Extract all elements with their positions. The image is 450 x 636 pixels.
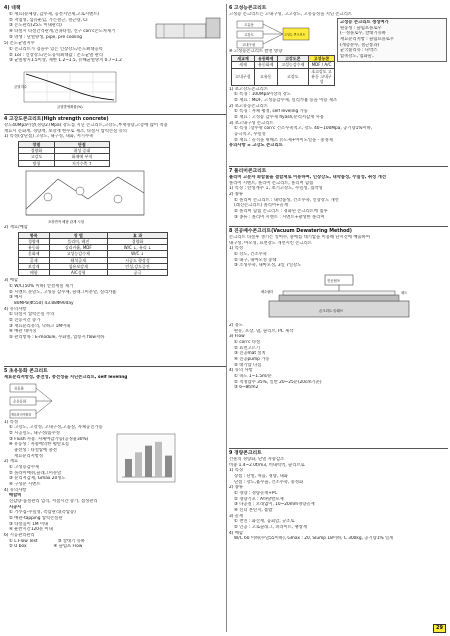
diagram-caption: 포장면적 배합 관계 시험 bbox=[48, 219, 84, 224]
text-line: 1) 특징 : 탄성계수 ↓, 초기고강도, 수밀성, 접착성 bbox=[229, 186, 323, 192]
text-line: ② 폴리머 함침 콘크리트 : 경화된 콘크리트에 침투 bbox=[234, 208, 328, 214]
diagram-label: 진공펌프 bbox=[327, 278, 341, 283]
text-line: ※ 고성능콘크리트 발전 방향 bbox=[229, 48, 283, 54]
table-cell: 고성능감수제 bbox=[277, 62, 308, 68]
bar bbox=[145, 446, 152, 477]
text-line: ① 타설시 압력손실 주의 bbox=[9, 312, 55, 318]
text-line: 장점 : 단열, 차음, 경량, 내화 bbox=[234, 473, 288, 479]
table-header: 단점 bbox=[54, 141, 109, 147]
text-line: 5) 온도균열지수 bbox=[4, 41, 35, 47]
table-row bbox=[19, 160, 110, 166]
table-row bbox=[232, 68, 335, 85]
diagram-label: 초유동화 bbox=[13, 399, 27, 403]
text-line: 충전성 : 타설압에 충전 bbox=[14, 447, 57, 453]
text-line: 2) 용도 bbox=[229, 322, 244, 328]
table-header: 장점 bbox=[19, 141, 55, 147]
table-cell: 시공도 향상성 bbox=[108, 257, 168, 263]
text-line: ② 재료 : 골격을 위해조 유도제+아이노일을 - 중정제 bbox=[234, 137, 333, 143]
table-cell: W/C ↓ bbox=[108, 251, 168, 257]
text-line: ② 인공 : 고로슬래그, 퍼라이트, 팽창재 bbox=[234, 524, 307, 530]
flow-label: 고강도 bbox=[244, 32, 254, 37]
diagram-label: 재료분리저항성 bbox=[11, 412, 32, 416]
table-cell: 방청 bbox=[19, 160, 55, 166]
text-line: 3) 배합 bbox=[4, 278, 19, 284]
text-line: ③ 분리저감제, Gmax 20정도 bbox=[9, 476, 66, 482]
text-line: 1) 특징 bbox=[229, 468, 244, 474]
text-line: ③ 6~8t/m2 bbox=[234, 385, 259, 391]
text-line: ③ 재료분리유의, 낙하고 1M이내 bbox=[9, 323, 71, 329]
table-cell: W/C ↓, 유리 ↓ bbox=[108, 245, 168, 251]
text-line: 2) 재료 bbox=[4, 459, 19, 465]
section-polymer-concrete bbox=[229, 166, 448, 224]
text-line: ③ 종류 : 폴리머 시멘트 : 시멘트+광성한 폴리머 bbox=[234, 214, 325, 220]
text-line: ① W/C(50% 이하) 안결재질 제거 bbox=[9, 284, 74, 290]
right-column bbox=[226, 4, 448, 632]
text-line: ④ 신더 혼탄지, 톱밥 bbox=[234, 507, 273, 513]
bar bbox=[165, 456, 172, 477]
section-title: 9 경량콘크리트 bbox=[229, 450, 262, 456]
table-cell: 저가수축 ↑ bbox=[54, 160, 109, 166]
table-header: 고성능콘 bbox=[309, 56, 335, 62]
flow-test-bar-figure bbox=[116, 433, 176, 483]
table-header: 장 법 bbox=[49, 232, 108, 238]
section-title: 7 폴리머콘크리트 bbox=[229, 168, 267, 174]
section-countermeasures bbox=[4, 4, 226, 112]
section-title: 4) 대책 bbox=[4, 5, 21, 11]
table-cell: 공극 bbox=[108, 270, 168, 276]
text-line: 재료분리저항성 bbox=[14, 453, 44, 459]
table-cell: 혼화제 bbox=[19, 251, 50, 257]
text-line: 6) 시공관리관리 bbox=[4, 532, 35, 538]
text-line: 공극적고, 수밀성 bbox=[234, 131, 266, 137]
text-line: 1) 특성(장단점) 고강도, 내구성, 내화, 저기수축 bbox=[4, 134, 94, 140]
text-line: ① 재료(분체량, 감수제, 응결지연제,고로시멘트) bbox=[9, 11, 100, 17]
table-cell: 경량화 bbox=[108, 238, 168, 244]
diagram-label: 배수필터 bbox=[261, 289, 274, 294]
text-line: 고성능 콘크리트 생성여가 bbox=[340, 20, 389, 25]
text-line: 1) 초고강도콘크리트 bbox=[229, 86, 268, 92]
text-line: 4) 유의사항 bbox=[4, 306, 27, 312]
text-line: ① 거푸집-수밀성, 측압관리(측압증) bbox=[9, 510, 76, 516]
section-title: 8 진공배수콘크리트(Vacuum Dewatering Method) bbox=[229, 228, 352, 234]
text-line: ① 고강도, 고강성, 고내구성,고품질, 자체공진가능 bbox=[9, 425, 103, 431]
text-line: ① 강도, 건조수축 bbox=[234, 251, 267, 257]
text-line: 균국불리유 : 나박스 bbox=[340, 48, 378, 54]
text-line: ※ 유동성 : 자중에의한 평탄흐름 bbox=[9, 442, 70, 448]
bar bbox=[125, 459, 132, 477]
text-line: 단점 : 강도,흡수율, 건조수축, 중성화 bbox=[234, 479, 304, 485]
text-line: 2) 재료/배합 bbox=[4, 224, 28, 230]
text-line: 폴리머 시멘트, 폴리머 콘크리트, 폴리머 함침 bbox=[229, 180, 314, 186]
text-line: 3) 초고내구성 콘크리트 bbox=[229, 120, 274, 126]
text-line: 재료분리저항성, 충전성, 충전성을 지닌콘크리트, self leveling bbox=[4, 374, 128, 380]
table-cell: 고강도 bbox=[19, 154, 55, 160]
text-line: ③ 예시 bbox=[9, 295, 23, 301]
text-line: ③ 깔대기 유하 bbox=[57, 538, 85, 544]
text-line: ⑤ 양생 : 단열양생, pipe, pre cooling bbox=[9, 34, 82, 40]
text-line: ② 저염성, 섬유운입, 가는철근, 철근량, CI bbox=[9, 17, 88, 23]
text-line: ⑤ 관리항목 : E-module, 수화열, 압송시 flow저하 bbox=[9, 335, 105, 341]
text-line: 2) 종류 bbox=[229, 191, 244, 197]
table-cell: 초고강도 고유동 고내구성 bbox=[309, 68, 335, 85]
text-line: ③ 균열방지1.5이상, 제한 1.2~1.5, 유해균열방지 0.7~1.2 bbox=[9, 58, 122, 64]
text-line: 건물의 경량화, 단열 자중감소 bbox=[229, 456, 285, 462]
text-line: (계층분수, 철근통과) bbox=[340, 42, 380, 48]
section-high-strength-concrete bbox=[4, 114, 226, 364]
text-line: ② 1or : 인장강도/온도응력최대값 : 온도균열 관리 bbox=[9, 52, 104, 58]
text-line: ④ 운반시간120분 이내 bbox=[9, 527, 53, 533]
text-line: 1) 특성 bbox=[229, 246, 244, 252]
text-line: 콘크리트 타설후 생기는 잉여수, 충에를 대기압을 이용해 단시간에 배출하여 bbox=[229, 234, 370, 240]
bar bbox=[155, 442, 162, 477]
mix-design-table bbox=[18, 232, 168, 277]
development-table bbox=[231, 55, 335, 85]
strength-zone-diagram bbox=[18, 169, 148, 225]
text-line: ② 배관-tapping 압력손실관 bbox=[9, 515, 63, 521]
text-line: ① 고성능감수제 bbox=[9, 464, 40, 470]
table-cell: 경량화 bbox=[19, 148, 55, 154]
text-line: ① 폴리머 콘크리트 : 내약품성, 건조수축, 인장강도 개선 bbox=[234, 197, 339, 203]
text-line: ③ 타설높이 1M 이내 bbox=[9, 521, 49, 527]
text-line: 시공시 bbox=[9, 504, 22, 510]
text-line: ② 시공밀도, 내구성/흡수성 bbox=[9, 430, 60, 436]
text-line: W/C 60 이하(수밀55이하), Gmax : 20, Slump 18이하, C 300kg, 공기량1% 일게 bbox=[234, 536, 394, 542]
table-cell: 고성능감수제 bbox=[49, 251, 108, 257]
flow-label: 고유동 bbox=[244, 22, 254, 27]
text-line: 80MPa(Φ55d) 43.88Φ90day bbox=[14, 301, 74, 307]
side-note-box bbox=[337, 18, 447, 62]
text-line: ① 특징 : 자체 평정, self leveling 가능 bbox=[234, 109, 308, 115]
text-line: 재료시 문화계, 경량계, 보강재 현수로 제조, 타설시 압력손실 유의 bbox=[4, 128, 127, 134]
text-line: ④ 타설시 타설간격관계,연속타설, 신구 con'c온도차제거 bbox=[9, 28, 116, 34]
table-cell: 유동화제 bbox=[254, 62, 277, 68]
page-number: 29 bbox=[433, 624, 446, 633]
text-line: ① con'c 타설 bbox=[234, 339, 261, 345]
text-line: ② 재료 : MDF, 고성능감수제, 실리카흄 등을 이용 제조 bbox=[234, 97, 338, 103]
text-line: 판유, 포장, 댐, 슬리브, PC 제작 bbox=[234, 328, 294, 334]
table-header: 새교재 bbox=[232, 56, 255, 62]
crack-index-chart bbox=[12, 70, 122, 110]
text-line: 원동성 : 슬럼프플로우 bbox=[340, 25, 382, 31]
text-line: 재료분리저항 : 슬럼프플로우 bbox=[340, 37, 394, 43]
text-line: ② 플라이애쉬,슬래그미분말 bbox=[9, 470, 62, 476]
text-line: ① 속도 1~1.5m/분 bbox=[234, 373, 272, 379]
text-line: ④ 배관 대미징 bbox=[9, 329, 37, 335]
table-cell: 새재 bbox=[232, 62, 255, 68]
table-header: 효 과 bbox=[108, 232, 168, 238]
text-line: ③ 소성수축, 내마모성, 3일 7일강도 bbox=[234, 263, 302, 269]
table-cell: 경량재 bbox=[19, 238, 50, 244]
text-line: ③ Flush 사용. 자체마감가능(공정율30%) bbox=[9, 436, 89, 442]
diagram-label: 유동화 bbox=[14, 386, 24, 390]
text-line: 3) Flow bbox=[229, 334, 245, 340]
text-line: 진감량-품질관리 엄격, 저점시간 증가, 점성관리 bbox=[9, 498, 98, 504]
text-line: ② 표면고르기 bbox=[234, 345, 260, 351]
text-line: 4) 유의사항 bbox=[4, 487, 27, 493]
text-line: 4) 배합 bbox=[229, 530, 244, 536]
text-line: (레진콘크리트) 폴리머+골재 bbox=[234, 203, 288, 209]
text-line: ② U box bbox=[9, 544, 27, 550]
pros-cons-table bbox=[18, 141, 110, 167]
text-line: 배합비 bbox=[9, 493, 22, 499]
table-header: 고강도콘 bbox=[277, 56, 308, 62]
text-line: 2) 종류 bbox=[229, 485, 244, 491]
flowing-property-diagram bbox=[8, 382, 108, 420]
table-cell: 인성,강도증진 bbox=[108, 263, 168, 269]
cross-section-figure bbox=[154, 14, 224, 44]
text-line: 내구성, 마모성, 표면강도 개선시킨 콘크리트 bbox=[229, 240, 312, 246]
section-super-flowing-concrete bbox=[4, 366, 226, 624]
text-line: ① 특징 :장수명 con'c 건조수축적고, 강도 40~100Mpa, 공기량1%이하, bbox=[234, 126, 373, 132]
section-title: 5 초유동화 콘크리트 bbox=[4, 368, 48, 374]
text-line: ② 경량기포 : A바탕발포제 bbox=[234, 496, 284, 502]
table-cell: A/C성형 bbox=[49, 270, 108, 276]
text-line: 2) 초고유동콘크리트 bbox=[229, 103, 268, 109]
text-line: ③ 온도관리(25도 이내관리) bbox=[9, 23, 62, 29]
text-line: ① L Flow Test bbox=[9, 538, 38, 544]
text-line: 압축강도, 염화물.. bbox=[340, 54, 375, 60]
text-line: ① 특징 : 100Mpa이상의 강도 bbox=[234, 92, 292, 98]
text-line: ② 시멘트 분말도, 고성능 감수제, 슬래그미분말, 실리카흄 bbox=[9, 289, 117, 295]
text-line: ① 콘크리트가 겪을수 있는 인장강도/온도최대응력 bbox=[9, 46, 103, 52]
flow-center-label: 고성능 콘크리트 bbox=[284, 32, 306, 36]
text-line: ① 경량 : 경량골재+PC bbox=[234, 490, 278, 496]
chart-xlabel: 균열발생확률(%) bbox=[57, 105, 83, 109]
table-cell: 쇄석골재 bbox=[49, 257, 108, 263]
table-cell: 플리머, 레진 bbox=[49, 238, 108, 244]
table-cell: 실리카흄, MDF bbox=[49, 245, 108, 251]
text-line: 유의사항 = 고강도 콘크리트 bbox=[229, 143, 283, 149]
diagram-label: 매트 bbox=[401, 290, 408, 295]
table-cell: MDF / A/C bbox=[309, 62, 335, 68]
text-line: ② 내구, 내마모성 증대 bbox=[234, 257, 277, 263]
table-header: 유동화제 bbox=[254, 56, 277, 62]
text-line: 1) 특성 bbox=[4, 419, 19, 425]
text-line: ② 진동시간 증가 bbox=[9, 318, 41, 324]
table-cell: 고내구성 bbox=[232, 68, 255, 85]
text-line: ② 적정압수 35%, 일반 20~25분(20cm기준) bbox=[234, 379, 322, 385]
text-line: 3) 골재 bbox=[229, 513, 244, 519]
section-high-performance-concrete bbox=[229, 4, 448, 164]
table-cell: 취성 증대 bbox=[54, 148, 109, 154]
high-performance-flow-diagram bbox=[235, 19, 331, 49]
bar bbox=[135, 452, 142, 477]
text-line: ③ 진공mat 설치 bbox=[234, 351, 266, 357]
text-line: 강도40Mpa이상(경량27Mpa) 강도를 지닌 콘크리트,고강도,부재경량,고층에 많이 적용 bbox=[4, 122, 168, 128]
left-column bbox=[4, 4, 226, 626]
table-cell: 고유동 bbox=[254, 68, 277, 85]
table-row bbox=[19, 270, 168, 276]
table-cell: 유동화 bbox=[19, 245, 50, 251]
vacuum-dewatering-diagram bbox=[259, 271, 419, 323]
table-cell: 섬유보강재 bbox=[49, 263, 108, 269]
table-cell: 화재에 부적 bbox=[54, 154, 109, 160]
text-line: ④ 진공pump 가동 bbox=[234, 356, 270, 362]
table-header: 항목 bbox=[19, 232, 50, 238]
text-line: ④ 구성분 시멘트 bbox=[9, 481, 41, 487]
section-title: 6 고성능콘크리트 bbox=[229, 5, 267, 11]
text-line: ② 재료 : 고성능 감수제 flyash,분리저감재 사용 bbox=[234, 114, 324, 120]
table-cell: 보강재 bbox=[19, 263, 50, 269]
table-cell: 배합 bbox=[19, 270, 50, 276]
text-line: 비중 1.4~2.0t/m3, 비내력벽, 슬리브로 bbox=[229, 462, 305, 468]
table-cell: 고강도 bbox=[277, 68, 308, 85]
text-line: ④ 슬럼프 Flow bbox=[53, 544, 83, 550]
text-line: 4) 유의 사항 bbox=[229, 368, 253, 374]
diagram-label: 콘크리트 슬래브 bbox=[319, 308, 344, 313]
text-line: 폴리머 고분자 화합물을 결합재로 이용하여, 인장강도, 내약품성, 수밀성, 취성 개선 bbox=[229, 174, 386, 180]
section-vacuum-dewatering bbox=[229, 226, 448, 446]
text-line: (ㅡ성플로우, 깔대기유하 bbox=[340, 31, 386, 37]
text-line: ③ 다공질 : 모래없이, 10~20mm경량골재 bbox=[234, 502, 315, 508]
text-line: ① 천연 : 화산재, 응회암, 규조토 bbox=[234, 519, 295, 525]
section-lightweight-concrete bbox=[229, 448, 448, 578]
flow-label: 고내구성 bbox=[242, 42, 256, 47]
chart-ylabel: 균열지수 bbox=[14, 85, 28, 89]
section-title: 4 고강도콘크리트(High strength concrete) bbox=[4, 116, 109, 122]
table-cell: 골재 bbox=[19, 257, 50, 263]
text-line: 고성능 콘크리트는 고내구성, 고고강도, 고유동성을 지닌 콘크리트 bbox=[229, 11, 352, 17]
text-line: ⑤ 대기압 다짐 bbox=[234, 362, 262, 368]
